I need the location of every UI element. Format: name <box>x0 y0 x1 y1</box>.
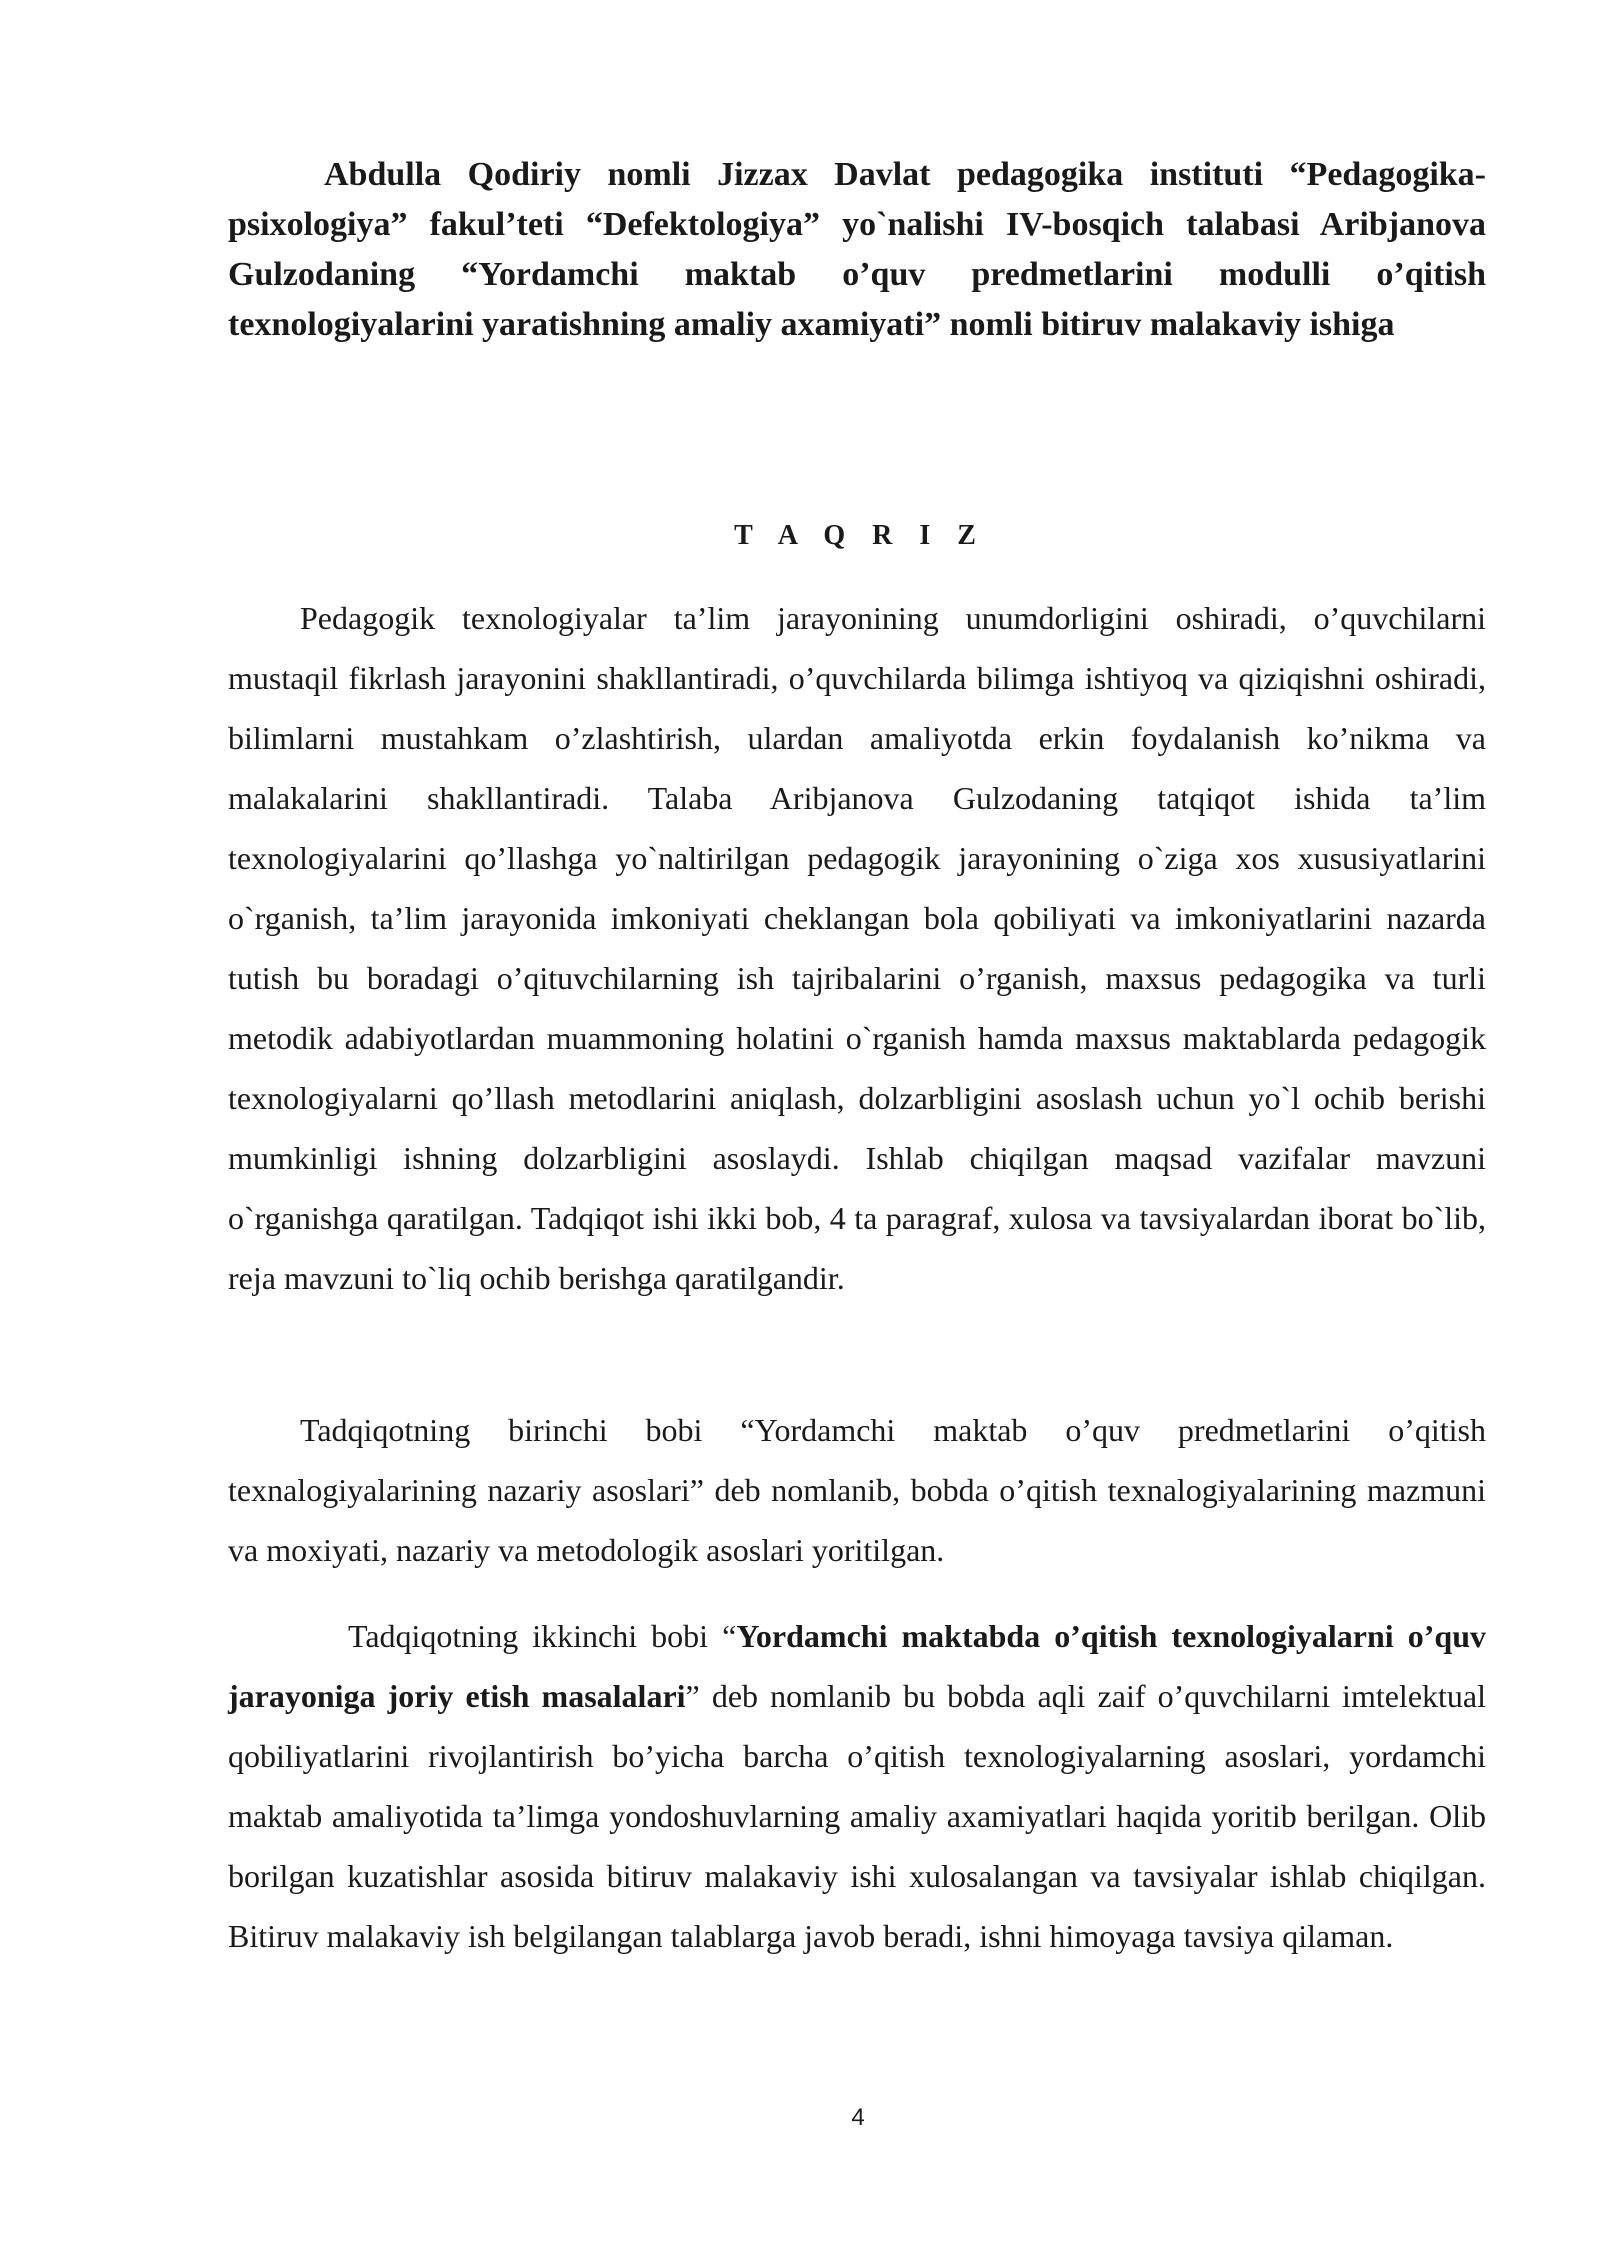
paragraph-intro: Pedagogik texnologiyalar ta’lim jarayonining unumdorligini oshiradi, o’quvchilarni mustaqil fikrlash jarayonini shakllantiradi, o’quvchilarda bilimga ishtiyoq va qiziqishni oshiradi, bilimlarni mustahkam o’zlashtirish, ulardan amaliyotda erkin foydalanish ko’nikma va malakalarini shakllantiradi. Talaba Aribjanova Gulzodaning tatqiqot ishida ta’lim texnologiyalarini qo’llashga yo`naltirilgan pedagogik jarayonining o`ziga xos xususiyatlarini o`rganish, ta’lim jarayonida imkoniyati cheklangan bola qobiliyati va imkoniyatlarini nazarda tutish bu boradagi o’qituvchilarning ish tajribalarini o’rganish, maxsus pedagogika va turli metodik adabiyotlardan muammoning holatini o`rganish hamda maxsus maktablarda pedagogik texnologiyalarni qo’llash metodlarini aniqlash, dolzarbligini asoslash uchun yo`l ochib berishi mumkinligi ishning dolzarbligini asoslaydi. Ishlab chiqilgan maqsad vazifalar mavzuni o`rganishga qaratilgan. Tadqiqot ishi ikki bob, 4 ta paragraf, xulosa va tavsiyalardan iborat bo`lib, reja mavzuni to`liq ochib berishga qaratilgandir. <box>228 600 1486 1296</box>
page-number: 4 <box>851 2104 865 2131</box>
paragraph-chapter-one: Tadqiqotning birinchi bobi “Yordamchi maktab o’quv predmetlarini o’qitish texnalogiyalarining nazariy asoslari” deb nomlanib, bobda o’qitish texnalogiyalarining mazmuni va moxiyati, nazariy va metodologik asoslari yoritilgan. <box>228 1412 1486 1568</box>
paragraph-chapter-two-lead: Tadqiqotning ikkinchi bobi “ <box>348 1618 737 1654</box>
paragraph-chapter-two-body: ” deb nomlanib bu bobda aqli zaif o’quvchilarni imtelektual qobiliyatlarini rivojlantirish bo’yicha barcha o’qitish texnologiyalarning asoslari, yordamchi maktab amaliyotida ta’limga yondoshuvlarning amaliy axamiyatlari haqida yoritib berilgan. Olib borilgan kuzatishlar asosida bitiruv malakaviy ishi xulosalangan va tavsiyalar ishlab chiqilgan. Bitiruv malakaviy ish belgilangan talablarga javob beradi, ishni himoyaga tavsiya qilaman. <box>228 1678 1487 1954</box>
paragraph-chapter-two <box>228 1606 1486 1966</box>
document-heading: Abdulla Qodiriy nomli Jizzax Davlat pedagogika instituti “Pedagogika-psixologiya” fakul’teti “Defektologiya” yo`nalishi IV-bosqich talabasi Aribjanova Gulzodaning “Yordamchi maktab o’quv predmetlarini modulli o’qitish texnologiyalarini yaratishning amaliy axamiyati” nomli bitiruv malakaviy ishiga <box>228 156 1486 343</box>
chapter-two-title: Yordamchi maktabda o’qitish texnologiyalarni o’quv jarayoniga joriy etish masalalari <box>228 1618 1487 1714</box>
document-title: T A Q R I Z <box>734 520 986 551</box>
